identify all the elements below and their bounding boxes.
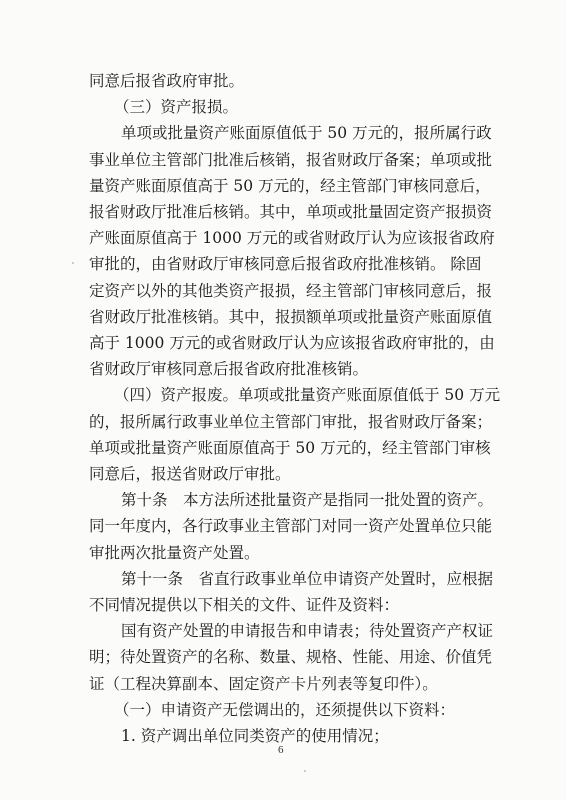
text-line: 证（工程决算副本、固定资产卡片列表等复印件）。 [89, 675, 438, 693]
text-line: 同一年度内，各行政事业主管部门对同一资产处置单位只能 [89, 517, 493, 535]
text-line: 同意后，报送省财政厅审批。 [89, 465, 291, 483]
article-heading: 第十一条 省直行政事业单位申请资产处置时，应根据 [121, 570, 494, 588]
scan-speck [72, 262, 74, 264]
section-heading: （三）资产报损。 [114, 98, 239, 116]
text-line: 定资产以外的其他类资产报损，经主管部门审核同意后，报 [89, 282, 493, 300]
text-line: 量资产账面原值高于 50 万元的，经主管部门审核同意后， [89, 177, 491, 195]
text-line: 产账面原值高于 1000 万元的或省财政厅认为应该报省政府 [89, 229, 495, 247]
text-line: 报省财政厅批准后核销。其中，单项或批量固定资产报损资 [89, 203, 493, 221]
article-heading: 第十条 本方法所述批量资产是指同一批处置的资产。 [121, 491, 494, 509]
text-line: 省财政厅审核同意后报省政府批准核销。 [89, 360, 369, 378]
list-item: 1. 资产调出单位同类资产的使用情况； [121, 727, 389, 745]
text-line: 同意后报省政府审批。 [89, 72, 245, 90]
text-line: 审批两次批量资产处置。 [89, 544, 260, 562]
text-line: 审批的，由省财政厅审核同意后报省政府批准核销。 除固 [89, 255, 482, 273]
scan-speck [304, 770, 306, 772]
section-heading: （四）资产报废。单项或批量资产账面原值低于 50 万元 [114, 386, 501, 404]
text-line: 的，报所属行政事业单位主管部门审批，报省财政厅备案； [89, 413, 493, 431]
text-line: 事业单位主管部门批准后核销，报省财政厅备案；单项或批 [89, 151, 493, 169]
text-line: 明；待处置资产的名称、数量、规格、性能、用途、价值凭 [89, 648, 493, 666]
text-line: 高于 1000 万元的或省财政厅认为应该报省政府审批的，由 [89, 334, 495, 352]
section-heading: （一）申请资产无偿调出的，还须提供以下资料： [114, 701, 456, 719]
text-line: 国有资产处置的申请报告和申请表；待处置资产产权证 [121, 622, 494, 640]
page-number: 6 [278, 744, 284, 756]
text-line: 不同情况提供以下相关的文件、证件及资料： [89, 596, 400, 614]
text-line: 单项或批量资产账面原值高于 50 万元的，经主管部门审核 [89, 439, 491, 457]
text-line: 省财政厅批准核销。其中，报损额单项或批量资产账面原值 [89, 308, 493, 326]
text-line: 单项或批量资产账面原值低于 50 万元的，报所属行政 [121, 124, 492, 142]
